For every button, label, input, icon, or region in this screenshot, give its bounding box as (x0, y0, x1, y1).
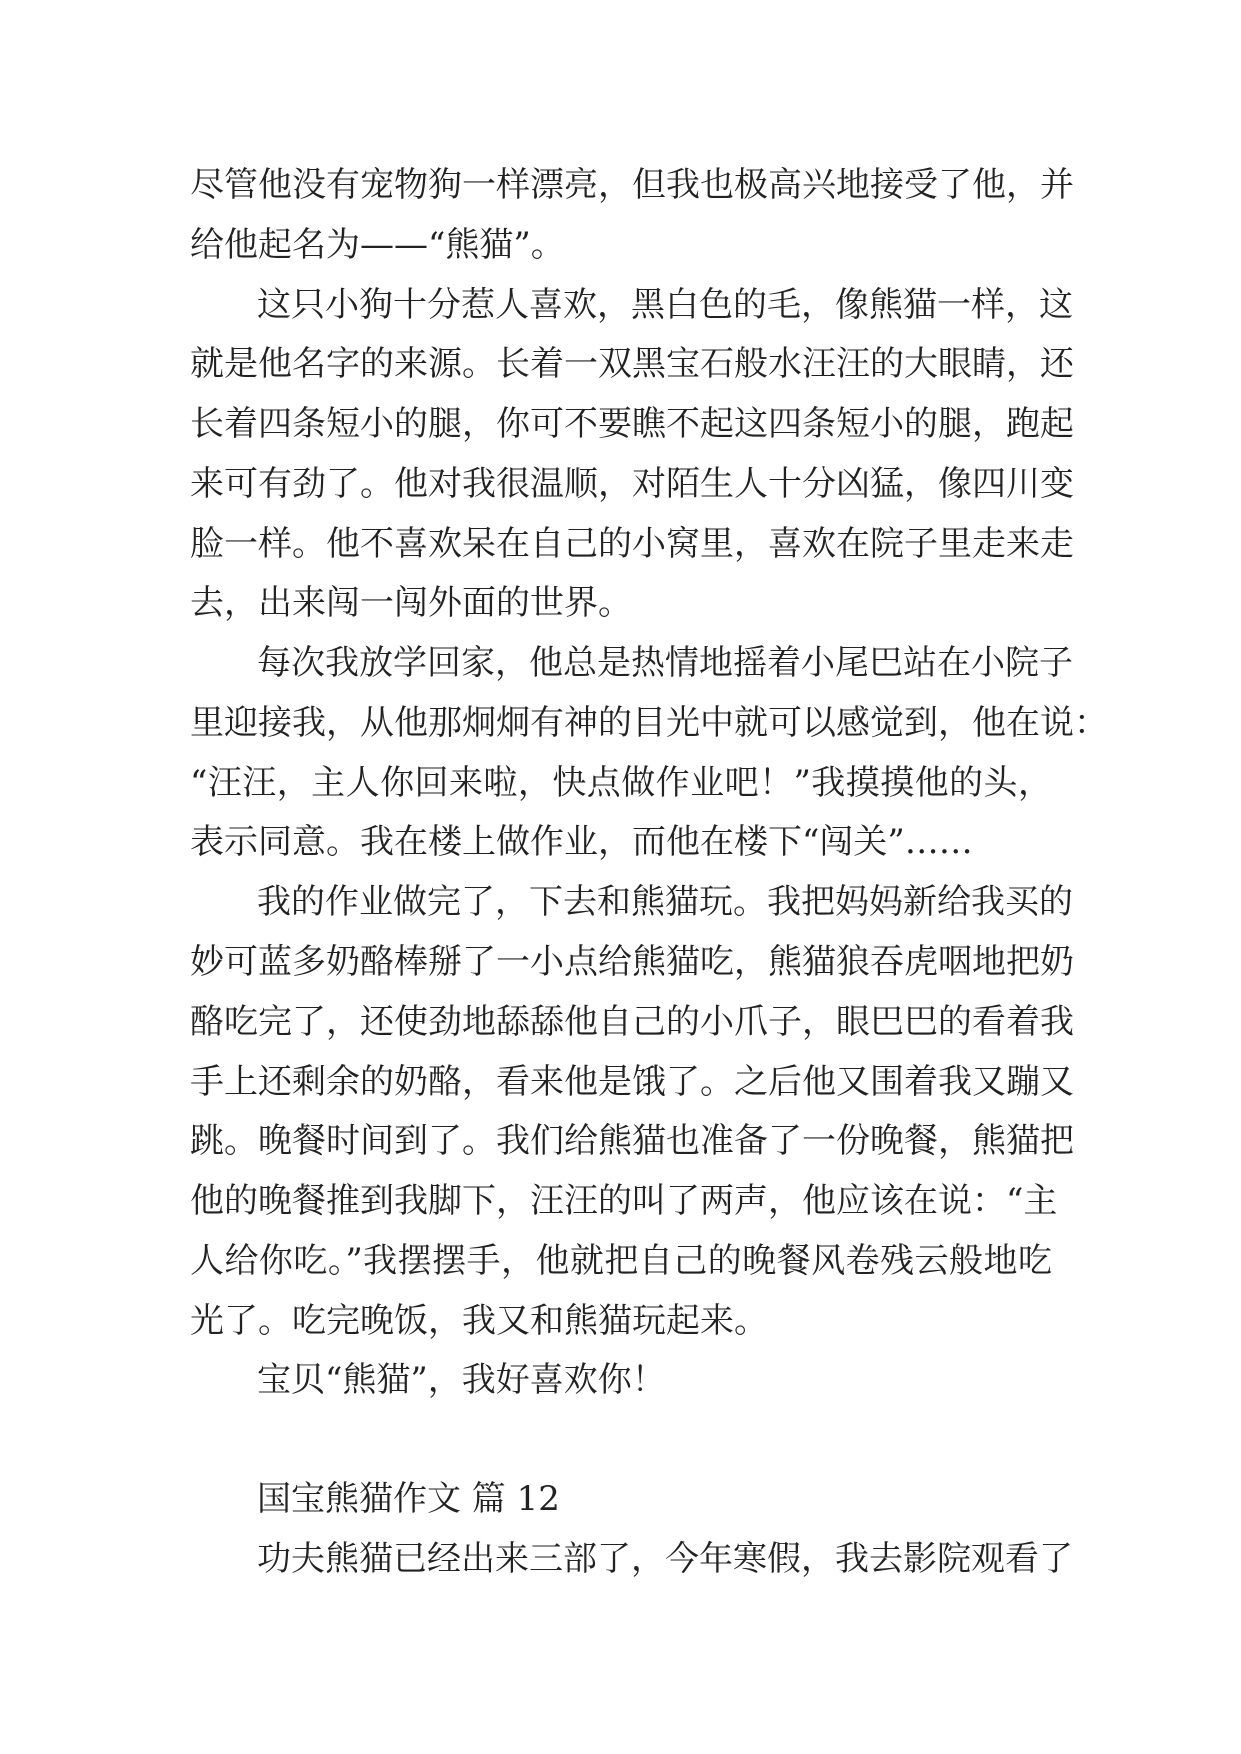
text-line: 里迎接我，从他那炯炯有神的目光中就可以感觉到，他在说： (190, 703, 1108, 743)
text-line: 来可有劲了。他对我很温顺，对陌生人十分凶猛，像四川变 (190, 464, 1074, 504)
text-line: 去，出来闯一闯外面的世界。 (190, 583, 632, 623)
text-line: 酪吃完了，还使劲地舔舔他自己的小爪子，眼巴巴的看着我 (190, 1002, 1074, 1042)
text-line: 尽管他没有宠物狗一样漂亮，但我也极高兴地接受了他，并 (190, 165, 1074, 205)
text-line: 我的作业做完了，下去和熊猫玩。我把妈妈新给我买的 (257, 882, 1073, 922)
section-heading: 国宝熊猫作文 篇 12 (257, 1479, 560, 1519)
text-line: “汪汪，主人你回来啦，快点做作业吧！”我摸摸他的头， (190, 763, 1052, 803)
text-line: 功夫熊猫已经出来三部了，今年寒假，我去影院观看了 (257, 1539, 1073, 1579)
text-line: 人给你吃。”我摆摆手，他就把自己的晚餐风卷残云般地吃 (190, 1241, 1052, 1281)
text-line: 长着四条短小的腿，你可不要瞧不起这四条短小的腿，跑起 (190, 404, 1074, 444)
text-line: 脸一样。他不喜欢呆在自己的小窝里，喜欢在院子里走来走 (190, 524, 1074, 564)
text-line: 手上还剩余的奶酪，看来他是饿了。之后他又围着我又蹦又 (190, 1062, 1074, 1102)
text-line: 光了。吃完晚饭，我又和熊猫玩起来。 (190, 1301, 768, 1341)
text-line: 宝贝“熊猫”，我好喜欢你！ (257, 1360, 666, 1400)
text-line: 跳。晚餐时间到了。我们给熊猫也准备了一份晚餐，熊猫把 (190, 1121, 1074, 1161)
text-line: 妙可蓝多奶酪棒掰了一小点给熊猫吃，熊猫狼吞虎咽地把奶 (190, 942, 1074, 982)
text-line: 给他起名为——“熊猫”。 (190, 225, 565, 265)
text-line: 他的晚餐推到我脚下，汪汪的叫了两声，他应该在说：“主 (190, 1181, 1058, 1221)
text-line: 这只小狗十分惹人喜欢，黑白色的毛，像熊猫一样，这 (257, 285, 1073, 325)
text-line: 每次我放学回家，他总是热情地摇着小尾巴站在小院子 (257, 643, 1073, 683)
text-line: 表示同意。我在楼上做作业，而他在楼下“闯关”…… (190, 822, 973, 862)
text-line: 就是他名字的来源。长着一双黑宝石般水汪汪的大眼睛，还 (190, 344, 1074, 384)
